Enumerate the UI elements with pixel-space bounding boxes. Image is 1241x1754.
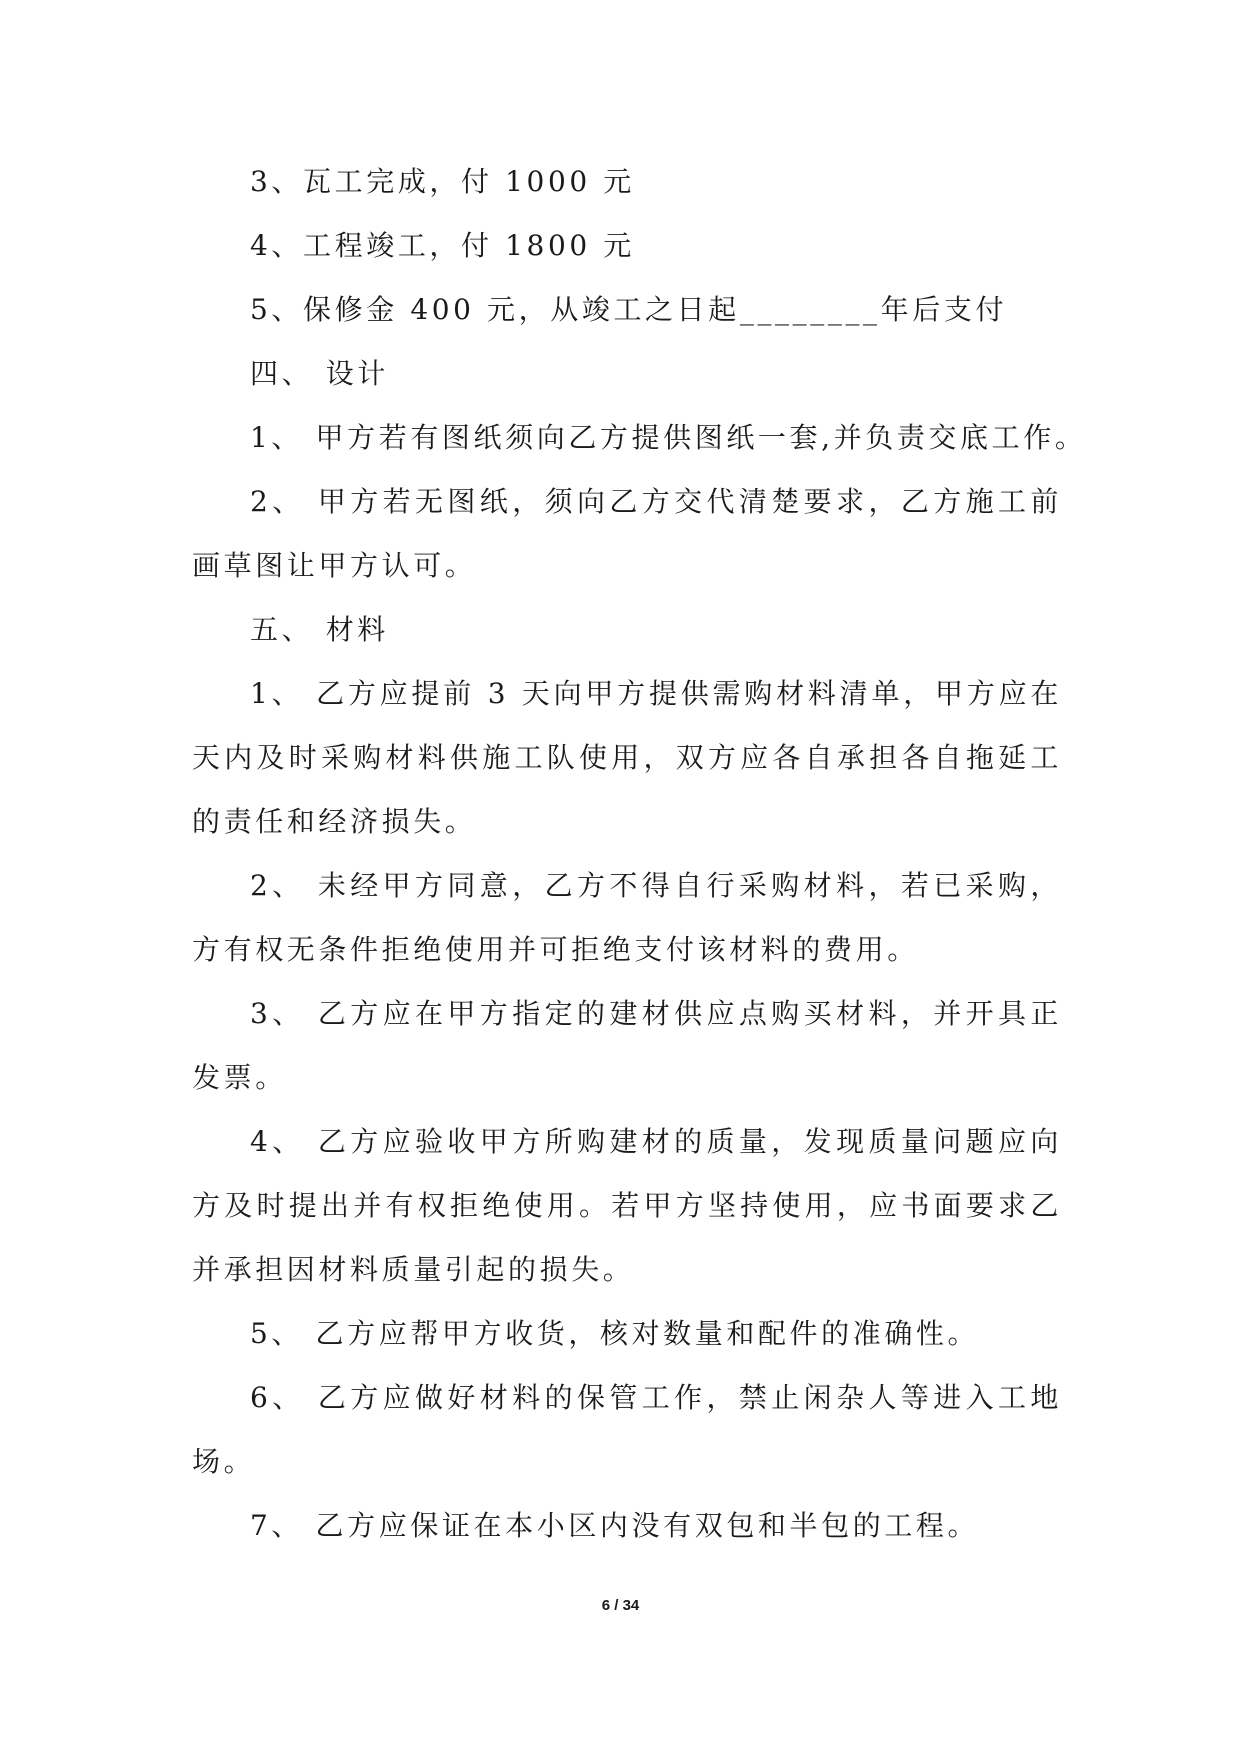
design-item-2-line-2: 画草图让甲方认可。 — [192, 549, 477, 582]
materials-item-1-line-3: 的责任和经济损失。 — [192, 805, 477, 838]
section-heading-materials: 五、 材料 — [250, 613, 389, 646]
materials-item-6-line-1: 6、 乙方应做好材料的保管工作，禁止闲杂人等进入工地 — [250, 1381, 1062, 1414]
materials-item-4-line-3: 并承担因材料质量引起的损失。 — [192, 1253, 635, 1286]
materials-item-7: 7、 乙方应保证在本小区内没有双包和半包的工程。 — [250, 1509, 980, 1542]
materials-item-6-line-2: 场。 — [192, 1445, 256, 1478]
materials-item-1-line-1: 1、 乙方应提前 3 天向甲方提供需购材料清单，甲方应在 — [250, 677, 1062, 710]
materials-item-1-line-2: 天内及时采购材料供施工队使用，双方应各自承担各自拖延工 — [192, 741, 1062, 774]
materials-item-3-line-2: 发票。 — [192, 1061, 287, 1094]
design-item-2-line-1: 2、 甲方若无图纸，须向乙方交代清楚要求，乙方施工前 — [250, 485, 1062, 518]
materials-item-2-line-1: 2、 未经甲方同意，乙方不得自行采购材料，若已采购， — [250, 869, 1062, 902]
design-item-1: 1、 甲方若有图纸须向乙方提供图纸一套,并负责交底工作。 — [250, 421, 1087, 454]
page-number: 6 / 34 — [601, 1597, 640, 1614]
materials-item-4-line-1: 4、 乙方应验收甲方所购建材的质量，发现质量问题应向 — [250, 1125, 1062, 1158]
payment-item-3: 3、瓦工完成，付 1000 元 — [250, 165, 635, 198]
materials-item-4-line-2: 方及时提出并有权拒绝使用。若甲方坚持使用，应书面要求乙 — [192, 1189, 1062, 1222]
payment-item-4: 4、工程竣工，付 1800 元 — [250, 229, 635, 262]
materials-item-3-line-1: 3、 乙方应在甲方指定的建材供应点购买材料，并开具正 — [250, 997, 1062, 1030]
materials-item-5: 5、 乙方应帮甲方收货，核对数量和配件的准确性。 — [250, 1317, 980, 1350]
payment-item-5: 5、保修金 400 元，从竣工之日起________年后支付 — [250, 293, 1008, 326]
document-body — [192, 150, 1087, 1558]
materials-item-2-line-2: 方有权无条件拒绝使用并可拒绝支付该材料的费用。 — [192, 933, 919, 966]
section-heading-design: 四、 设计 — [250, 357, 389, 390]
